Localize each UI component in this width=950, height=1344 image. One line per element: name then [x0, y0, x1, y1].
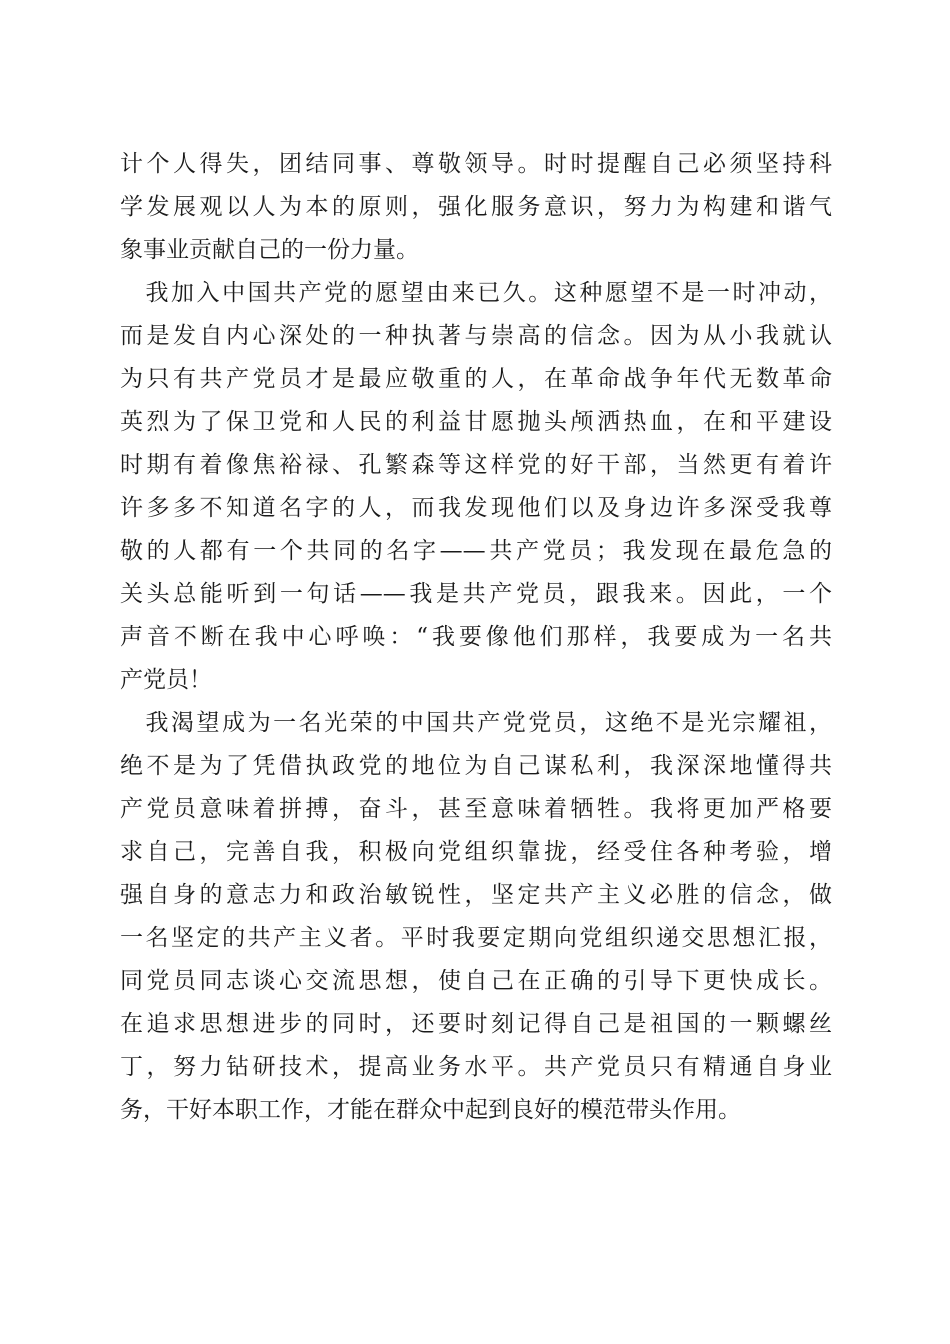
text-line: 敬的人都有一个共同的名字——共产党员；我发现在最危急的 [120, 538, 832, 564]
text-line: 学发展观以人为本的原则，强化服务意识，努力为构建和谐气 [120, 194, 832, 220]
text-line: 计个人得失，团结同事、尊敬领导。时时提醒自己必须坚持科 [120, 151, 832, 177]
text-line: 许多多不知道名字的人，而我发现他们以及身边许多深受我尊 [120, 495, 832, 521]
text-line: 声音不断在我中心呼唤：“我要像他们那样，我要成为一名共 [120, 624, 832, 650]
document-body [120, 143, 832, 1132]
text-line: 关头总能听到一句话——我是共产党员，跟我来。因此，一个 [120, 581, 832, 607]
text-line: 我渴望成为一名光荣的中国共产党党员，这绝不是光宗耀祖， [120, 710, 832, 736]
text-line: 丁，努力钻研技术，提高业务水平。共产党员只有精通自身业 [120, 1054, 832, 1080]
text-line: 求自己，完善自我，积极向党组织靠拢，经受住各种考验，增 [120, 839, 832, 865]
text-line: 英烈为了保卫党和人民的利益甘愿抛头颅洒热血，在和平建设 [120, 409, 832, 435]
text-line: 绝不是为了凭借执政党的地位为自己谋私利，我深深地懂得共 [120, 753, 832, 779]
text-line: 我加入中国共产党的愿望由来已久。这种愿望不是一时冲动， [120, 280, 832, 306]
text-line: 一名坚定的共产主义者。平时我要定期向党组织递交思想汇报， [120, 925, 832, 951]
text-line: 产党员！ [120, 667, 212, 693]
text-line: 象事业贡献自己的一份力量。 [120, 237, 419, 263]
text-line: 为只有共产党员才是最应敬重的人，在革命战争年代无数革命 [120, 366, 832, 392]
text-line: 时期有着像焦裕禄、孔繁森等这样党的好干部，当然更有着许 [120, 452, 832, 478]
text-line: 务，干好本职工作，才能在群众中起到良好的模范带头作用。 [120, 1097, 741, 1123]
text-line: 同党员同志谈心交流思想，使自己在正确的引导下更快成长。 [120, 968, 832, 994]
text-line: 而是发自内心深处的一种执著与崇高的信念。因为从小我就认 [120, 323, 832, 349]
text-line: 在追求思想进步的同时，还要时刻记得自己是祖国的一颗螺丝 [120, 1011, 832, 1037]
text-line: 强自身的意志力和政治敏锐性，坚定共产主义必胜的信念，做 [120, 882, 832, 908]
text-line: 产党员意味着拼搏，奋斗，甚至意味着牺牲。我将更加严格要 [120, 796, 832, 822]
